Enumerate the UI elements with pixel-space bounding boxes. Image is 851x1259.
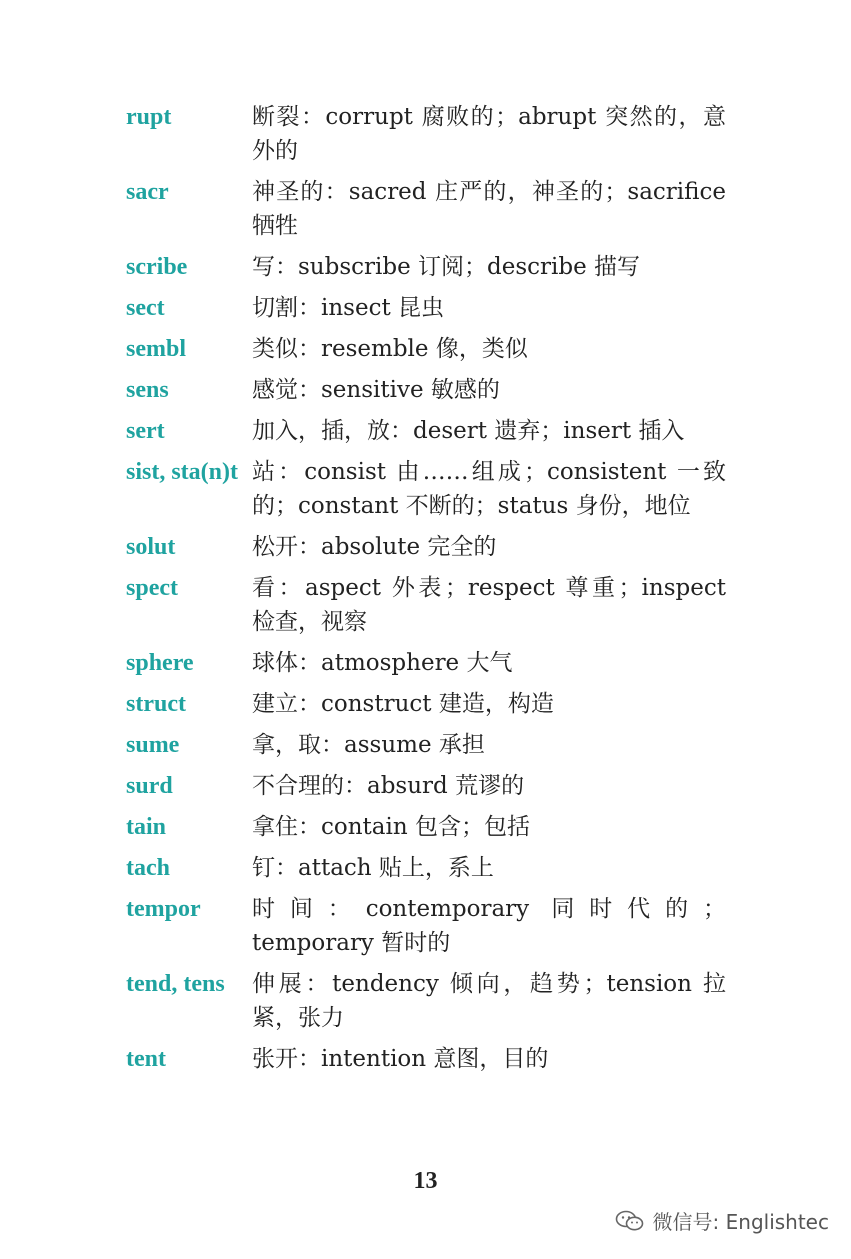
root-word: rupt [126,104,172,130]
entry [126,728,726,762]
root-word: sacr [126,179,169,205]
entry [126,530,726,564]
definition: 加入，插，放：desert 遗弃；insert 插入 [252,418,685,444]
entry [126,851,726,885]
definition: 拿住：contain 包含；包括 [252,814,530,840]
entry [126,967,726,1035]
definition: 张开：intention 意图，目的 [252,1046,549,1072]
entry [126,175,726,243]
definition: 松开：absolute 完全的 [252,534,497,560]
entry-list [126,100,726,1083]
entry [126,455,726,523]
root-word: spect [126,575,178,601]
entry [126,250,726,284]
entry [126,291,726,325]
root-word: scribe [126,254,188,280]
definition: 时间：contemporary 同时代的；temporary 暂时的 [252,896,726,956]
root-word: sist, sta(n)t [126,459,238,485]
root-word: surd [126,773,173,799]
root-word: tach [126,855,170,881]
root-word: tend, tens [126,971,225,997]
entry [126,892,726,960]
definition: 不合理的：absurd 荒谬的 [252,773,525,799]
definition: 写：subscribe 订阅；describe 描写 [252,254,641,280]
definition: 钉：attach 贴上，系上 [252,855,494,881]
root-word: sens [126,377,169,403]
wechat-icon [615,1209,645,1233]
definition: 断裂：corrupt 腐败的；abrupt 突然的，意外的 [252,104,726,164]
page-number: 13 [413,1168,438,1194]
definition: 球体：atmosphere 大气 [252,650,513,676]
entry [126,373,726,407]
entry [126,646,726,680]
definition: 建立：construct 建造，构造 [252,691,554,717]
definition: 切割：insect 昆虫 [252,295,445,321]
root-word: tempor [126,896,201,922]
definition: 站：consist 由……组成；consistent 一致的；constant 不断的；status 身份，地位 [252,459,726,519]
entry [126,100,726,168]
root-word: sect [126,295,165,321]
definition: 感觉：sensitive 敏感的 [252,377,500,403]
root-word: sembl [126,336,186,362]
entry [126,769,726,803]
entry [126,810,726,844]
entry [126,414,726,448]
definition: 伸展：tendency 倾向，趋势；tension 拉紧，张力 [252,971,726,1031]
root-word: solut [126,534,176,560]
watermark-text: 微信号: Englishtec [652,1210,829,1234]
root-word: sphere [126,650,194,676]
root-word: tain [126,814,167,840]
entry [126,571,726,639]
root-word: tent [126,1046,166,1072]
entry [126,1042,726,1076]
entry [126,687,726,721]
root-word: struct [126,691,186,717]
watermark [615,1206,829,1235]
root-word: sert [126,418,165,444]
entry [126,332,726,366]
definition: 拿，取：assume 承担 [252,732,485,758]
root-word: sume [126,732,180,758]
definition: 看：aspect 外表；respect 尊重；inspect 检查，视察 [252,575,726,635]
definition: 神圣的：sacred 庄严的，神圣的；sacrifice 牺牲 [252,179,726,239]
definition: 类似：resemble 像，类似 [252,336,528,362]
